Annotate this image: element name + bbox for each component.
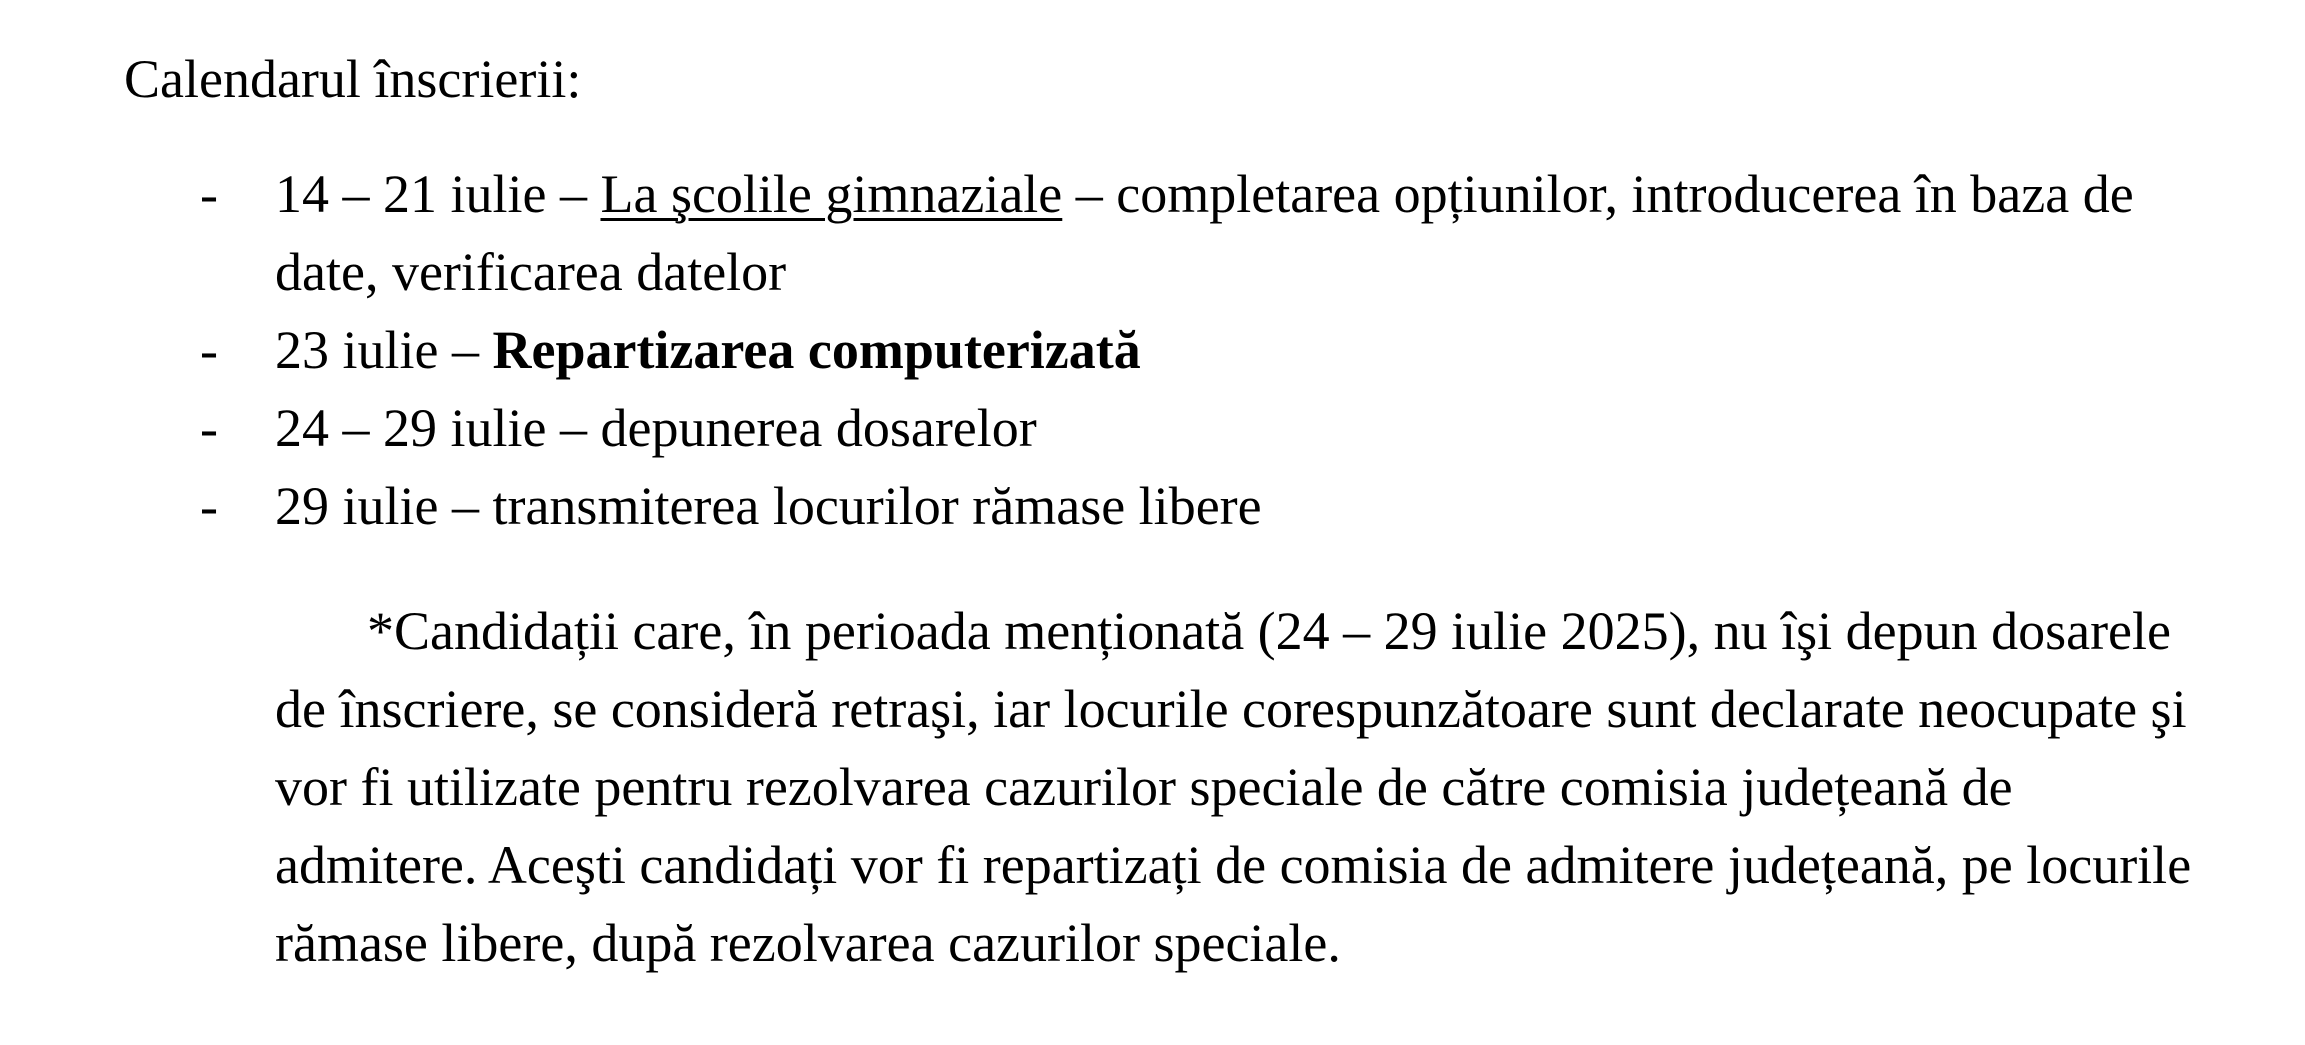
- item-description: – completarea opțiunilor, introducerea în baza de date, verificarea datelor: [275, 164, 2134, 302]
- item-text: 24 – 29 iulie – depunerea dosarelor: [275, 398, 1037, 458]
- item-date: 14 – 21 iulie –: [275, 164, 601, 224]
- list-dash: -: [200, 476, 218, 536]
- list-item-files: [0, 389, 2155, 467]
- calendar-list: [0, 155, 2305, 545]
- list-item-free-places: [0, 467, 2155, 545]
- list-item-options: [0, 155, 2155, 311]
- list-item-allocation: [0, 311, 2155, 389]
- list-dash: -: [200, 398, 218, 458]
- list-dash: -: [200, 164, 218, 224]
- candidates-note: *Candidații care, în perioada menționată (24 – 29 iulie 2025), nu îşi depun dosarele de înscriere, se consideră retraşi, iar locurile corespunzătoare sunt declarate neocupate şi vor fi utilizate pentru rezolvarea cazurilor speciale de către comisia județeană de admitere. Aceşti candidați vor fi repartizați de comisia de admitere județeană, pe locurile rămase libere, după rezolvarea cazurilor speciale.: [275, 601, 2192, 973]
- item-underlined-text: La şcolile gimnaziale: [600, 164, 1063, 224]
- item-text: 29 iulie – transmiterea locurilor rămase libere: [275, 476, 1262, 536]
- list-dash: -: [200, 320, 218, 380]
- item-bold-text: Repartizarea computerizată: [492, 320, 1141, 380]
- calendar-heading: Calendarul înscrierii:: [124, 49, 582, 109]
- item-date: 23 iulie –: [275, 320, 493, 380]
